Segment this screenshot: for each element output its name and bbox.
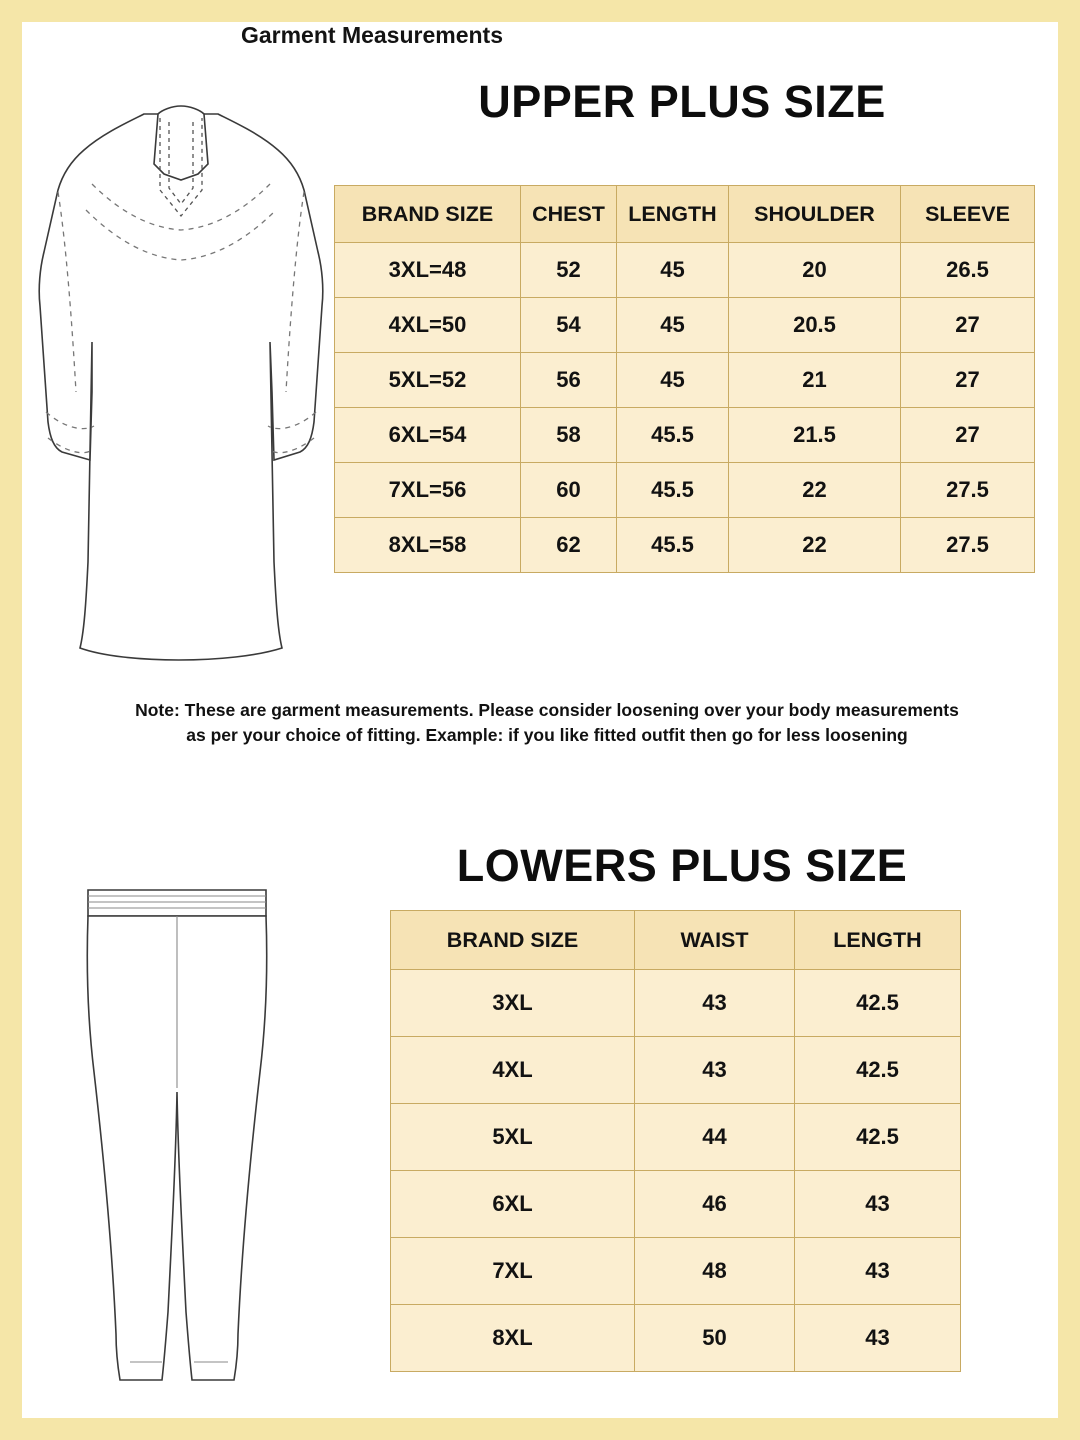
column-header-length: LENGTH	[617, 186, 729, 243]
table-row	[335, 353, 1035, 408]
cell-sleeve: 27	[901, 408, 1035, 463]
cell-chest: 58	[521, 408, 617, 463]
table-row	[391, 970, 961, 1037]
cell-shoulder: 22	[729, 463, 901, 518]
upper-measurements-table	[334, 185, 1035, 573]
table-row	[391, 1238, 961, 1305]
cell-sleeve: 27	[901, 298, 1035, 353]
kurta-illustration	[32, 92, 332, 672]
note-line-2: as per your choice of fitting. Example: if you like fitted outfit then go for less loosening	[186, 725, 908, 746]
cell-waist: 44	[635, 1104, 795, 1171]
cell-chest: 56	[521, 353, 617, 408]
measurement-note	[82, 698, 1012, 749]
cell-length: 43	[795, 1171, 961, 1238]
cell-length: 45.5	[617, 518, 729, 573]
upper-subtitle: Garment Measurements	[240, 22, 504, 48]
cell-waist: 46	[635, 1171, 795, 1238]
column-header-brand-size: BRAND SIZE	[391, 911, 635, 970]
cell-brand-size: 8XL	[391, 1305, 635, 1372]
cell-shoulder: 21.5	[729, 408, 901, 463]
cell-waist: 50	[635, 1305, 795, 1372]
cell-sleeve: 27.5	[901, 518, 1035, 573]
table-row	[391, 1037, 961, 1104]
cell-shoulder: 20	[729, 243, 901, 298]
column-header-waist: WAIST	[635, 911, 795, 970]
cell-shoulder: 22	[729, 518, 901, 573]
lower-title: LOWERS PLUS SIZE	[456, 840, 908, 891]
cell-length: 42.5	[795, 1104, 961, 1171]
cell-brand-size: 4XL	[391, 1037, 635, 1104]
cell-brand-size: 5XL=52	[335, 353, 521, 408]
cell-shoulder: 20.5	[729, 298, 901, 353]
column-header-length: LENGTH	[795, 911, 961, 970]
cell-sleeve: 27.5	[901, 463, 1035, 518]
column-header-sleeve: SLEEVE	[901, 186, 1035, 243]
cell-length: 42.5	[795, 1037, 961, 1104]
cell-chest: 52	[521, 243, 617, 298]
cell-brand-size: 8XL=58	[335, 518, 521, 573]
cell-chest: 62	[521, 518, 617, 573]
pants-illustration	[52, 882, 302, 1402]
table-row	[391, 1104, 961, 1171]
cell-chest: 54	[521, 298, 617, 353]
cell-brand-size: 7XL=56	[335, 463, 521, 518]
cell-length: 45	[617, 353, 729, 408]
cell-length: 45	[617, 298, 729, 353]
cell-length: 43	[795, 1305, 961, 1372]
table-row	[335, 408, 1035, 463]
upper-size-section	[22, 22, 1058, 762]
table-row	[335, 518, 1035, 573]
table-row	[335, 463, 1035, 518]
cell-brand-size: 6XL=54	[335, 408, 521, 463]
upper-title: UPPER PLUS SIZE	[478, 76, 886, 127]
cell-sleeve: 27	[901, 353, 1035, 408]
cell-length: 45.5	[617, 408, 729, 463]
cell-sleeve: 26.5	[901, 243, 1035, 298]
table-header-row	[391, 911, 961, 970]
cell-shoulder: 21	[729, 353, 901, 408]
table-row	[335, 298, 1035, 353]
cell-brand-size: 5XL	[391, 1104, 635, 1171]
table-row	[391, 1305, 961, 1372]
table-row	[335, 243, 1035, 298]
cell-brand-size: 3XL=48	[335, 243, 521, 298]
cell-brand-size: 7XL	[391, 1238, 635, 1305]
cell-length: 42.5	[795, 970, 961, 1037]
cell-length: 45.5	[617, 463, 729, 518]
cell-waist: 43	[635, 970, 795, 1037]
cell-waist: 43	[635, 1037, 795, 1104]
cell-brand-size: 6XL	[391, 1171, 635, 1238]
cell-waist: 48	[635, 1238, 795, 1305]
column-header-shoulder: SHOULDER	[729, 186, 901, 243]
lower-measurements-table	[390, 910, 961, 1372]
table-header-row	[335, 186, 1035, 243]
column-header-chest: CHEST	[521, 186, 617, 243]
cell-length: 45	[617, 243, 729, 298]
cell-length: 43	[795, 1238, 961, 1305]
column-header-brand-size: BRAND SIZE	[335, 186, 521, 243]
cell-brand-size: 3XL	[391, 970, 635, 1037]
cell-brand-size: 4XL=50	[335, 298, 521, 353]
note-line-1: Note: These are garment measurements. Please consider loosening over your body measurements	[135, 700, 959, 720]
table-row	[391, 1171, 961, 1238]
lower-size-section	[22, 782, 1058, 1418]
size-chart-page	[22, 22, 1058, 1418]
cell-chest: 60	[521, 463, 617, 518]
